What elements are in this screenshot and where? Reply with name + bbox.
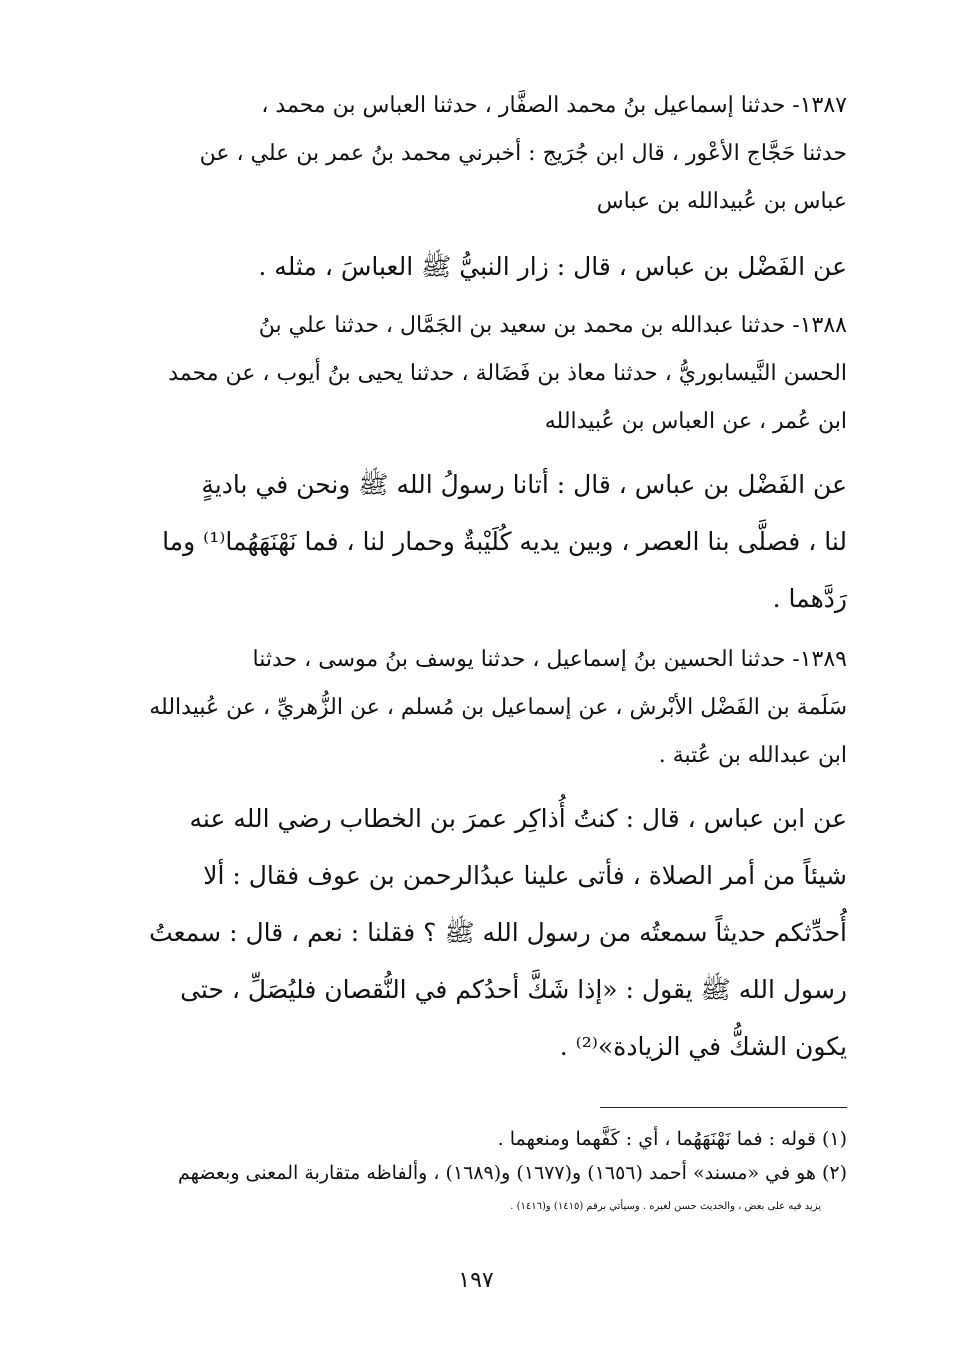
hadith-1387-matn [107,238,847,295]
matn-line: عن الفَضْل بن عباس ، قال : زار النبيُّ ﷺ العباسَ ، مثله . [258,252,847,281]
isnad-line: ١٣٨٨- حدثنا عبدالله بن محمد بن سعيد بن الجَمَّال ، حدثنا علي بنُ [258,313,847,338]
hadith-1387-isnad [107,82,847,226]
isnad-line: عباس بن عُبيدالله بن عباس [596,189,847,214]
hadith-1388-matn [107,456,847,627]
hadith-1388-isnad [107,302,847,446]
footnote-1: (١) قوله : فما نَهْنَهَهُما ، أي : كَفَّهما ومنعهما . [497,1128,847,1150]
isnad-line: ١٣٨٩- حدثنا الحسين بنُ إسماعيل ، حدثنا يوسف بنُ موسى ، حدثنا [252,647,847,672]
matn-line: رسول الله ﷺ يقول : «إذا شَكَّ أحدُكم في النُّقصان فليُصَلِّ ، حتى [180,975,847,1004]
isnad-line: حدثنا حَجَّاج الأعْور ، قال ابن جُرَيج : أخبرني محمد بنُ عمر بن علي ، عن [199,141,847,166]
footnotes [107,1122,847,1224]
page-number: ١٩٧ [458,1268,494,1293]
footnote-separator [600,1107,847,1108]
isnad-line: ١٣٨٧- حدثنا إسماعيل بنُ محمد الصفَّار ، حدثنا العباس بن محمد ، [261,93,847,118]
matn-line: أُحدِّثكم حديثاً سمعتُه من رسول الله ﷺ ؟ فقلنا : نعم ، قال : سمعتُ [149,918,847,947]
matn-line: عن الفَضْل بن عباس ، قال : أتانا رسولُ الله ﷺ ونحن في باديةٍ [201,470,847,499]
footnote-2: (٢) هو في «مسند» أحمد (١٦٥٦) و(١٦٧٧) و(١٦٨٩) ، وألفاظه متقاربة المعنى وبعضهم [177,1162,847,1184]
isnad-line: الحسن النَّيسابوريُّ ، حدثنا معاذ بن فَضَالة ، حدثنا يحيى بنُ أيوب ، عن محمد [168,361,847,386]
matn-line: لنا ، فصلَّى بنا العصر ، وبين يديه كُلَيْبةٌ وحمار لنا ، فما نَهْنَهَهُما⁽¹⁾ وما [162,527,847,556]
matn-line: عن ابن عباس ، قال : كنتُ أُذاكِر عمرَ بن الخطاب رضي الله عنه [189,804,847,833]
matn-line: يكون الشكُّ في الزيادة»⁽²⁾ . [559,1032,847,1061]
matn-line: شيئاً من أمر الصلاة ، فأتى علينا عبدُالرحمن بن عوف فقال : ألا [203,861,847,890]
footnote-2-continuation: يزيد فيه على بعض ، والحديث حسن لغيره . وسيأتي برقم (١٤١٥) و(١٤١٦) . [510,1201,821,1212]
isnad-line: ابن عبدالله بن عُتبة . [658,743,847,768]
hadith-1389-isnad [107,636,847,780]
isnad-line: ابن عُمر ، عن العباس بن عُبيدالله [544,409,847,434]
hadith-1389-matn [107,790,847,1075]
isnad-line: سَلَمة بن الفَضْل الأبْرش ، عن إسماعيل بن مُسلم ، عن الزُّهريِّ ، عن عُبيدالله [149,695,847,720]
matn-line: رَدَّهما . [772,584,847,613]
